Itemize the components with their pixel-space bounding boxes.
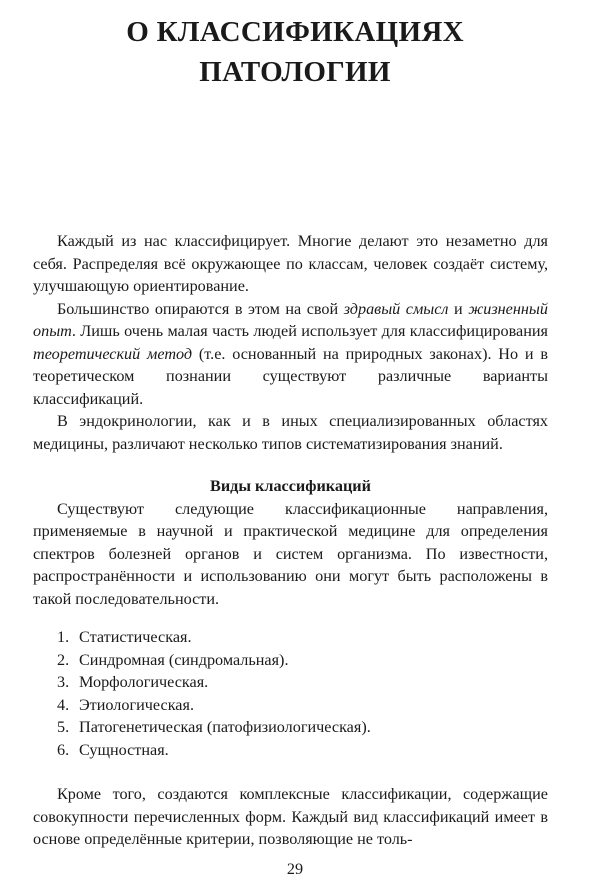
- list-item: 5. Патогенетическая (патофизиологическая).: [57, 718, 371, 736]
- section-text: [33, 475, 548, 610]
- list-item: 4. Этиологическая.: [57, 695, 194, 714]
- list-item: 3. Морфологическая.: [57, 673, 209, 691]
- section-paragraph-2: Кроме того, создаются комплексные классификации, содержащие совокупности перечисленных форм. Каждый вид классификаций имеет в основе определённые критерии, позволяющие не толь-: [33, 785, 548, 848]
- chapter-title-line-1: О КЛАССИФИКАЦИЯХ: [126, 16, 464, 48]
- intro-p2-text-c: . Лишь очень малая часть людей использует для классифицирования: [71, 322, 548, 340]
- intro-p2-emphasis-3: теоретический метод: [33, 344, 193, 363]
- closing-text: [33, 783, 548, 851]
- section-paragraph-1: Существуют следующие классификационные направления, применяемые в научной и практической медицине для определения спектров болезней органов и систем организма. По известности, распространённости и использованию они могут быть расположены в такой последовательности.: [33, 499, 548, 608]
- section-heading: Виды классификаций: [210, 477, 371, 495]
- page-number: 29: [286, 860, 304, 878]
- chapter-title-line-2: ПАТОЛОГИИ: [199, 56, 391, 88]
- intro-p2-text-a: Большинство опираются в этом на свой: [57, 299, 344, 318]
- intro-p2-text-b: и: [448, 299, 469, 318]
- list-item: 2. Синдромная (синдромальная).: [57, 650, 289, 669]
- chapter-title: [40, 12, 550, 92]
- intro-paragraph-3: В эндокринологии, как и в иных специализированных областях медицины, различают несколько типов систематизирования знаний.: [33, 412, 548, 453]
- intro-p2-emphasis-1: здравый смысл: [343, 299, 449, 318]
- intro-p2-text-d: (т.е. основанный на природных законах). Но и в теоретическом познании существуют различные варианты классификаций.: [33, 344, 548, 408]
- list-item: 1. Статистическая.: [57, 628, 192, 646]
- list-item: 6. Сущностная.: [57, 740, 169, 759]
- intro-text: [33, 230, 548, 455]
- intro-paragraph-1: Каждый из нас классифицирует. Многие делают это незаметно для себя. Распределяя всё окружающее по классам, человек создаёт систему, улучшающую ориентирование.: [33, 232, 548, 295]
- classification-list: [33, 626, 548, 761]
- classification-list-block: [33, 626, 548, 761]
- intro-paragraph-2: [33, 298, 548, 411]
- intro-p2-emphasis-2: жизненный опыт: [33, 299, 548, 340]
